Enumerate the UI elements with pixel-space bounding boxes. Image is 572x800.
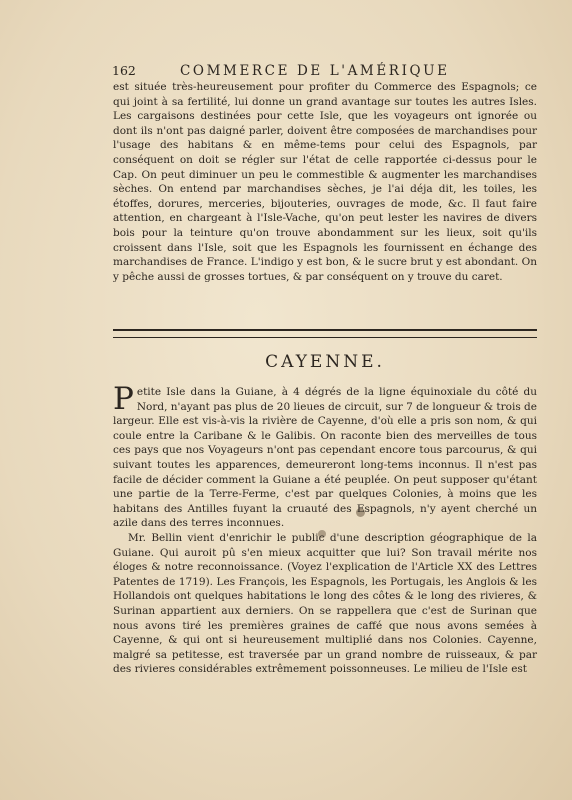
running-head: COMMERCE DE L'AMÉRIQUE [180, 63, 450, 79]
drop-cap: P [113, 381, 134, 417]
paragraph-isle-vache: est située très-heureusement pour profiter du Commerce des Espagnols; ce qui joint à sa fertilité, lui donne un grand avantage sur toutes les autres Isles. Les cargaisons destinées pour cette Isle, que les voyageurs ont ignorée ou dont ils n'ont pas daigné parler, doivent être composées de marchandises pour l'usage des habitans & en même-tems pour celui des Espagnols, par conséquent on doit se régler sur l'état de celle rapportée ci-dessus pour le Cap. On peut diminuer un peu le commestible & augmenter les marchandises sèches. On entend par marchandises sèches, je l'ai déja dit, les toiles, les étoffes, dorures, merceries, bijouteries, ouvrages de mode, &c. Il faut faire attention, en chargeant à l'Isle-Vache, qu'on peut lester les navires de divers bois pour la teinture qu'on trouve abondamment sur les lieux, soit qu'ils croissent dans l'Isle, soit que les Espagnols les fournissent en échange des marchandises de France. L'indigo y est bon, & le sucre brut y est abondant. On y pêche aussi de grosses tortues, & par conséquent on y trouve du caret. [113, 81, 537, 283]
paragraph-cayenne-1 [113, 381, 537, 531]
section-divider [113, 329, 537, 338]
text-block-cayenne [113, 381, 537, 677]
paragraph-cayenne-1-text: etite Isle dans la Guiane, à 4 dégrés de la ligne équinoxiale du côté du Nord, n'ayant pas plus de 20 lieues de circuit, sur 7 de longueur & trois de largeur. Elle est vis-à-vis la rivière de Cayenne, d'où elle a pris son nom, & qui coule entre la Caribane & le Galibis. On raconte bien des merveilles de tous ces pays que nos Voyageurs n'ont pas cependant encore tous parcourus, & qui suivant toutes les apparences, demeureront long-tems inconnus. Il n'est pas facile de décider comment la Guiane a été peuplée. On peut supposer qu'étant une partie de la Terre-Ferme, c'est par quelques Colonies, à moins que les habitans des Antilles fuyant la cruauté des Espagnols, n'y ayent cherché un azile dans des terres inconnues. [113, 386, 537, 530]
page-number: 162 [112, 63, 136, 78]
paragraph-cayenne-2: Mr. Bellin vient d'enrichir le public d'une description géographique de la Guiane. Qui auroit pû s'en mieux acquitter que lui? Son travail mérite nos éloges & notre reconnoissance. (Voyez l'explication de l'Article XX des Lettres Patentes de 1719). Les François, les Espagnols, les Portugais, les Anglois & les Hollandois ont quelques habitations le long des côtes & le long des rivieres, & Surinan appartient aux derniers. On se rappellera que c'est de Surinan que nous avons tiré les premières graines de caffé que nous avons semées à Cayenne, & qui ont si heureusement multiplié dans nos Colonies. Cayenne, malgré sa petitesse, est traversée par un grand nombre de ruisseaux, & par des rivieres considérables extrêmement poissonneuses. Le milieu de l'Isle est [113, 531, 537, 676]
page-header [112, 63, 532, 79]
section-title: CAYENNE. [265, 352, 385, 372]
text-block-top [113, 80, 537, 284]
